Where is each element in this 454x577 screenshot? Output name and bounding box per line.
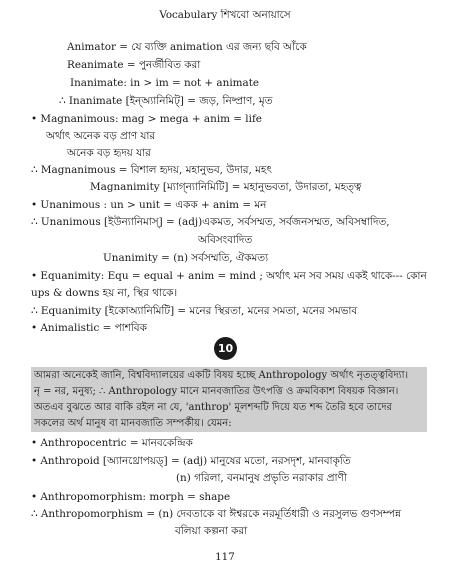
intro-line-1: আমরা অনেকেই জানি, বিশ্ববিদ্যালয়ের একটি বিষয় হচ্ছে Anthropology অর্থাৎ নৃতত্ত্ববিদ্যা। [34,370,409,381]
entry-reanimate: Reanimate = পুনর্জীবিত করা [67,59,201,71]
entry-equanimity-root-cont: ups & downs হয় না, স্থির থাকে। [31,287,178,299]
entry-magnanimous-root: • Magnanimous: mag > mega + anim = life [31,113,262,125]
entry-anthropomorphism-root: • Anthropomorphism: morph = shape [31,491,231,503]
section-number-badge: 10 [214,337,237,360]
running-header: Vocabulary শিখবো অনায়াসে [159,9,291,21]
entry-anthropoid: • Anthropoid [অ্যানথ্রোপয়ড্] = (adj) মানুষের মতো, নরসদৃশ, মানবাকৃতি [31,455,351,467]
entry-equanimity-root: • Equanimity: Equ = equal + anim = mind ; অর্থাৎ মন সব সময় একই থাকে--- কোন [31,270,427,282]
entry-magnanimous-meaning-2: অনেক বড় হৃদয় যার [67,147,151,159]
entry-magnanimity: Magnanimity [ম্যাগ্‌ন্যানিমিটি] = মহানুভবতা, উদারতা, মহত্ত্ব [90,181,362,193]
intro-line-3: অতএব বুঝতে আর বাকি রইল না যে, 'anthrop' মূলশব্দটি দিয়ে যত শব্দ তৈরি হবে তাদের [34,402,392,413]
entry-anthropomorphism: ∴ Anthropomorphism = (n) দেবতাকে বা ঈশ্বরকে নরমূর্তিধারী ও নরসুলভ গুণসম্পন্ন [31,508,401,520]
entry-inanimate: ∴ Inanimate [ইন্‌অ্যানিমিট্] = জড়, নিষ্প্রাণ, মৃত [59,95,273,107]
entry-anthropomorphism-cont: বলিয়া কল্পনা করা [175,525,248,537]
entry-magnanimous: ∴ Magnanimous = বিশাল হৃদয়, মহানুভব, উদার, মহৎ [31,164,272,176]
entry-unanimous: ∴ Unanimous [ইউন্যানিমাস্] = (adj)একমত, সর্বসম্মত, সর্বজনসম্মত, অবিসম্বাদিত, [31,216,390,228]
entry-magnanimous-meaning-1: অর্থাৎ অনেক বড় প্রাণ যার [46,130,156,142]
entry-anthropoid-noun: (n) গরিলা, বনমানুষ প্রভৃতি নরাকার প্রাণী [176,472,347,484]
page-number: 117 [215,551,235,563]
entry-unanimous-cont: অবিসংবাদিত [198,234,253,246]
entry-anthropocentric: • Anthropocentric = মানবকেন্দ্রিক [31,437,193,449]
entry-animalistic: • Animalistic = পাশবিক [31,322,147,334]
intro-line-4: সকলের অর্থ মানুষ বা মানবজাতি সম্পর্কীয়। যেমন: [34,418,232,429]
entry-equanimity: ∴ Equanimity [ইকোঅ্যানিমিটি] = মনের স্থিরতা, মনের সমতা, মনের সমভাব [31,305,358,317]
entry-inanimate-root: Inanimate: in > im = not + animate [70,77,260,89]
intro-line-2: নৃ = নর, মনুষ্য; ∴ Anthropology মানে মানবজাতির উৎপত্তি ও ক্রমবিকাশ বিষয়ক বিজ্ঞান। [34,386,399,397]
entry-animator: Animator = যে ব্যক্তি animation এর জন্য ছবি আঁকে [67,41,307,53]
entry-unanimity: Unanimity = (n) সর্বসম্মতি, ঐকমত্য [103,252,269,264]
intro-highlight-box [31,367,427,432]
entry-unanimous-root: • Unanimous : un > unit = একক + anim = মন [31,199,267,211]
